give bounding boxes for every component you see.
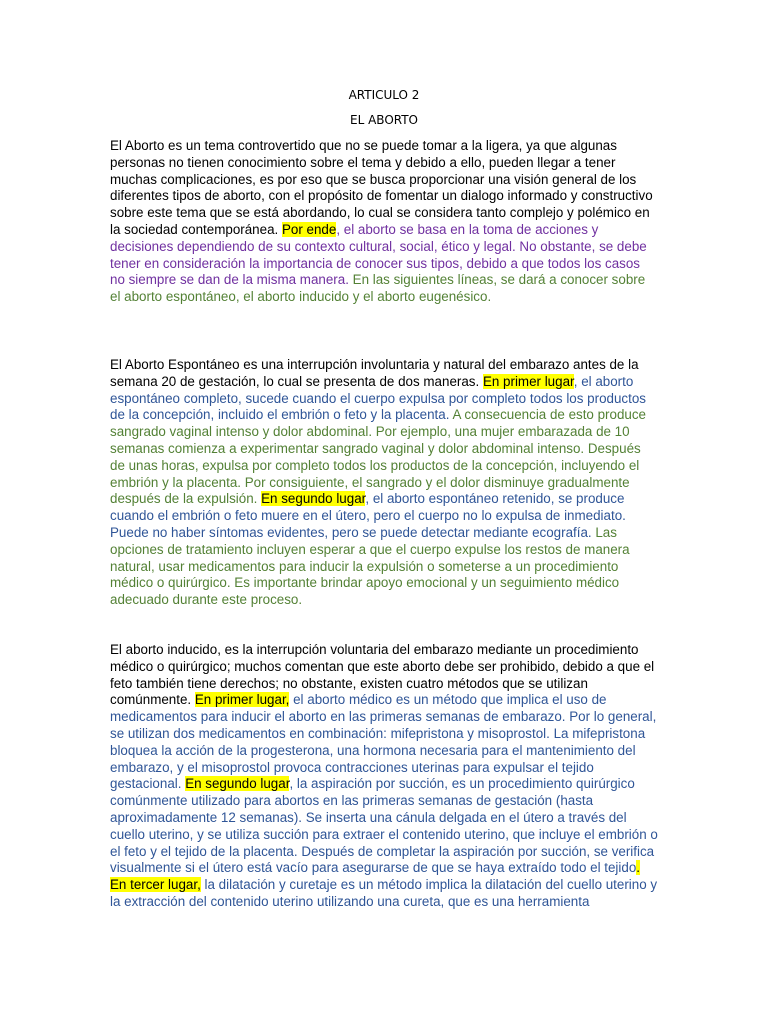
text-segment: , la aspiración por succión, es un procedimiento quirúrgico comúnmente utilizado para abortos en las primeras semanas de gestación (hasta aproximadamente 12 semanas). Se inserta una cánula delgada en el útero a través del cuello uterino, y se utiliza succión para extraer el contenido uterino, que incluye el embrión o el feto y el tejido de la placenta. Después de completar la aspiración por succión, se verifica visualmente si el útero está vacío para asegurarse de que se haya extraído todo el tejido bbox=[110, 776, 658, 876]
highlighted-connector: En primer lugar bbox=[482, 373, 574, 389]
text-segment: , el aborto espontáneo completo, sucede cuando el cuerpo expulsa por completo todos los productos de la concepción, incluido el embrión o feto y la placenta. bbox=[110, 373, 646, 423]
text-segment: El Aborto Espontáneo es una interrupción involuntaria y natural del embarazo antes de la semana 20 de gestación, lo cual se presenta de dos maneras. bbox=[110, 357, 639, 389]
text-segment: A consecuencia de esto produce sangrado vaginal intenso y dolor abdominal. Por ejemplo, una mujer embarazada de 10 semanas comienza a experimentar sangrado vaginal y dolor abdominal intenso. Después de unas horas, expulsa por completo todos los productos de la concepción, incluyendo el embrión y la placenta. Por consiguiente, el sangrado y el dolor disminuye gradualmente después de la expulsión. bbox=[110, 407, 646, 507]
highlighted-connector: En primer lugar, bbox=[194, 692, 290, 708]
text-segment: , el aborto espontáneo retenido, se produce cuando el embrión o feto muere en el útero, pero el cuerpo no lo expulsa de inmediato. Puede no haber síntomas evidentes, pero se puede detectar mediante ecografía. bbox=[110, 491, 626, 540]
spontaneous-abortion-paragraph bbox=[110, 357, 658, 609]
article-title: EL ABORTO bbox=[350, 113, 418, 127]
text-segment: Las opciones de tratamiento incluyen esperar a que el cuerpo expulse los restos de manera natural, usar medicamentos para inducir la expulsión o someterse a un procedimiento médico o quirúrgico. Es importante brindar apoyo emocional y un seguimiento médico adecuado durante este proceso. bbox=[110, 524, 630, 608]
text-segment: El aborto inducido, es la interrupción voluntaria del embarazo mediante un procedimiento médico o quirúrgico; muchos comentan que este aborto debe ser prohibido, debido a que el feto también tiene derechos; no obstante, existen cuatro métodos que se utilizan comúnmente. bbox=[110, 642, 655, 708]
highlighted-connector: En segundo lugar bbox=[261, 491, 366, 507]
induced-abortion-paragraph bbox=[110, 642, 658, 911]
highlighted-connector: Por ende bbox=[281, 221, 337, 237]
highlighted-connector: En segundo lugar bbox=[185, 776, 290, 792]
text-segment: El Aborto es un tema controvertido que no se puede tomar a la ligera, ya que algunas personas no tienen conocimiento sobre el tema y debido a ello, pueden llegar a tener muchas complicaciones, es por eso que se busca proporcionar una visión general de los diferentes tipos de aborto, con el propósito de fomentar un dialogo informado y constructivo sobre este tema que se está abordando, lo cual se considera tanto complejo y polémico en la sociedad contemporánea. bbox=[110, 138, 653, 237]
text-segment: En las siguientes líneas, se dará a conocer sobre el aborto espontáneo, el aborto inducido y el aborto eugenésico. bbox=[110, 272, 646, 305]
intro-paragraph bbox=[110, 138, 658, 306]
text-segment: , el aborto se basa en la toma de acciones y decisiones dependiendo de su contexto cultural, social, ético y legal. No obstante, se debe tener en consideración la importancia de conocer sus tipos, debido a que todos los casos no siempre se dan de la misma manera. bbox=[110, 221, 647, 288]
article-number: ARTICULO 2 bbox=[348, 88, 420, 102]
highlighted-connector: . En tercer lugar, bbox=[110, 860, 641, 893]
text-segment: el aborto médico es un método que implica el uso de medicamentos para inducir el aborto en las primeras semanas de embarazo. Por lo general, se utilizan dos medicamentos en combinación: mifepristona y misoprostol. La mifepristona bloquea la acción de la progesterona, una hormona necesaria para el mantenimiento del embarazo, y el misoprostol provoca contracciones uterinas para expulsar el tejido gestacional. bbox=[110, 692, 657, 792]
text-segment: la dilatación y curetaje es un método implica la dilatación del cuello uterino y la extracción del contenido uterino utilizando una cureta, que es una herramienta bbox=[110, 877, 658, 909]
